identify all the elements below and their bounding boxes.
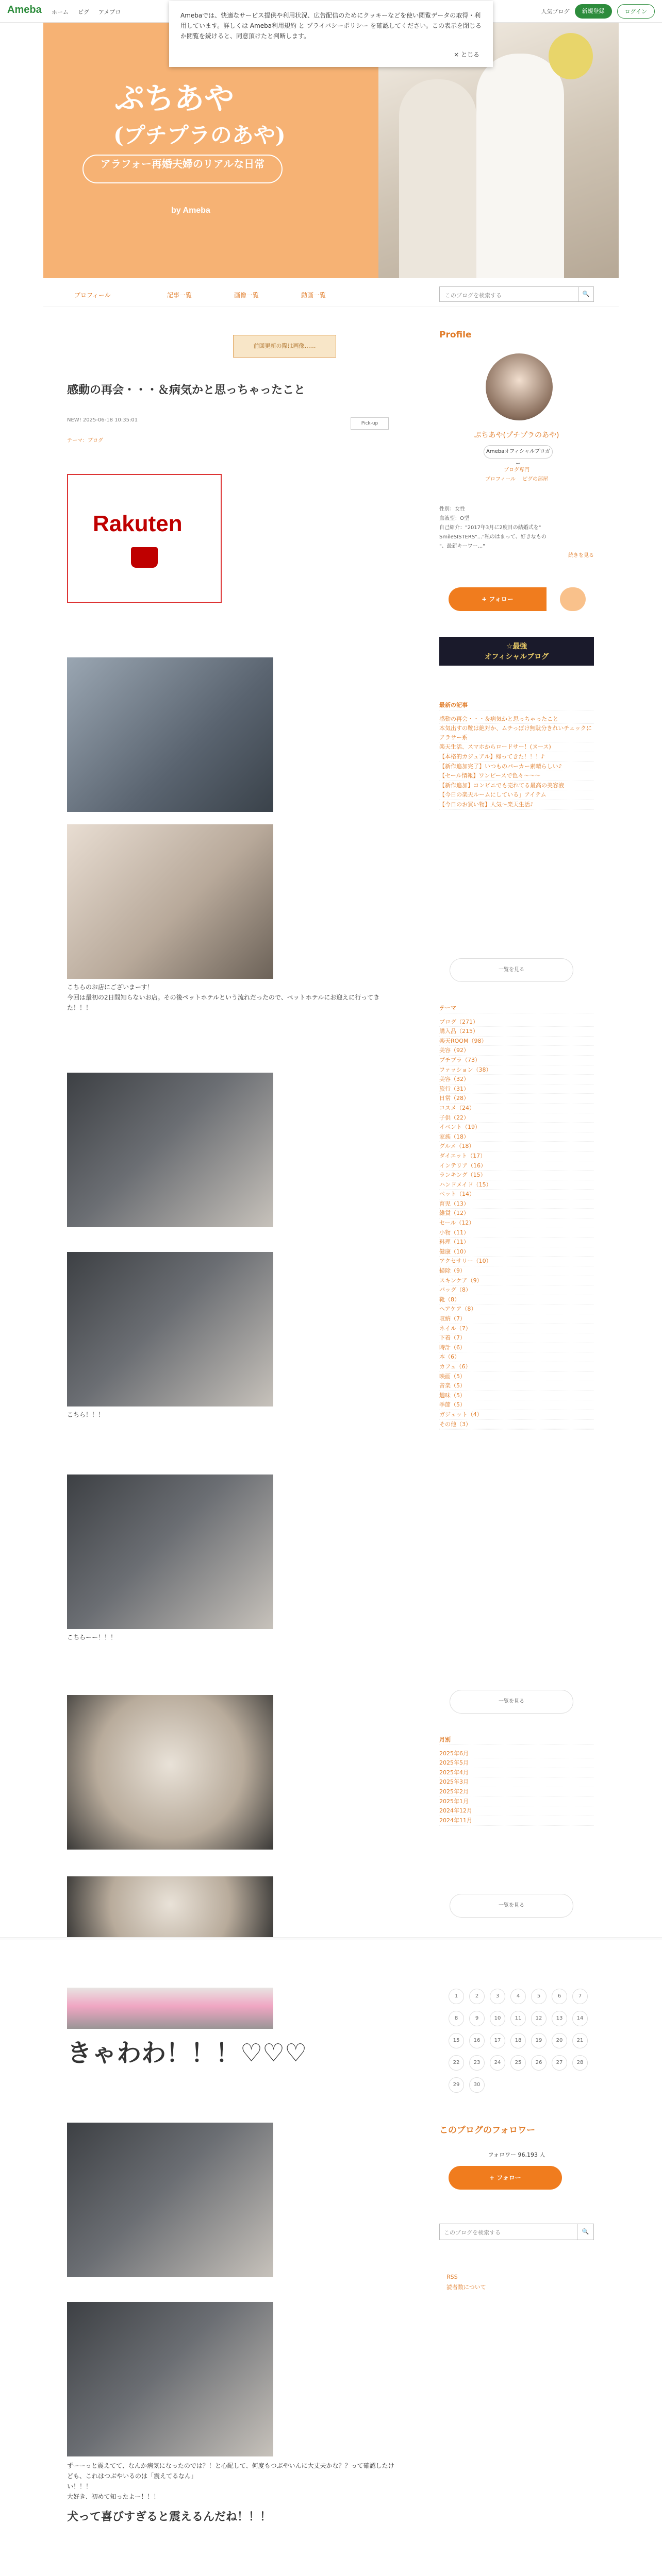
theme-heading: テーマ [439,1004,594,1013]
page-fold [0,1937,662,1940]
latest-item[interactable]: 【セール情報】ワンピースで色々〜〜〜 [439,771,594,781]
calendar-day[interactable]: 24 [490,2055,505,2071]
theme-item[interactable]: 家族（18） [439,1132,594,1142]
popular-blogs-link[interactable]: 人気ブログ [541,8,570,15]
text-kochira: こちら！！！ [67,1411,105,1418]
top-nav-home[interactable]: ホーム [52,9,69,15]
blog-title: ぷちあや [114,81,235,116]
month-item[interactable]: 2024年11月 [439,1816,594,1826]
followers-count: フォロワー 96,193 人 [488,2151,545,2158]
theme-item[interactable]: ペット（14） [439,1190,594,1199]
theme-item[interactable]: 美容（92） [439,1046,594,1056]
theme-item[interactable]: 映画（5） [439,1372,594,1382]
text-kochira-2: こちらーー！！！ [67,1634,117,1641]
latest-all-button[interactable]: 一覧を見る [450,958,573,982]
calendar-day[interactable]: 13 [552,2011,567,2026]
theme-item[interactable]: 日常（28） [439,1094,594,1104]
calendar-day[interactable]: 15 [449,2033,464,2048]
calendar-day[interactable]: 16 [469,2033,485,2048]
blog-search-input[interactable]: このブログを検索する 🔍 [439,286,594,302]
search-icon[interactable]: 🔍 [578,287,593,301]
follow-button-2[interactable]: + フォロー [449,2166,562,2190]
theme-item[interactable]: 本（6） [439,1352,594,1362]
latest-item[interactable]: 【今日のお買い物】人気〜楽天生活♪ [439,800,594,810]
calendar-day[interactable]: 3 [490,1989,505,2004]
avatar[interactable] [486,353,553,420]
top-nav-pigg[interactable]: ピグ [78,9,89,15]
profile-heading: Profile [439,330,472,340]
month-item[interactable]: 2025年2月 [439,1787,594,1797]
prev-post-button[interactable]: 前回更新の際は画像…… [233,335,336,358]
article-date: NEW! 2025-06-18 10:35:01 [67,417,138,423]
latest-item[interactable]: 楽天生活、スマホからロードサー！(ヌース) [439,742,594,752]
latest-item[interactable]: 【新作追加】コンビニでも売れてる最高の美容液 [439,781,594,791]
month-item[interactable]: 2024年12月 [439,1806,594,1816]
calendar-day[interactable]: 7 [572,1989,588,2004]
profile-name[interactable]: ぷちあや(プチプラのあや) [474,431,559,439]
calendar-day[interactable]: 25 [510,2055,526,2071]
official-badge: Amebaオフィシャルブロガー [484,445,553,459]
latest-item[interactable]: 【本格的カジュアル】帰ってきた！！！♪ [439,752,594,762]
calendar-day[interactable]: 14 [572,2011,588,2026]
theme-item[interactable]: ダイエット（17） [439,1151,594,1161]
theme-item[interactable]: ヘアケア（8） [439,1304,594,1314]
calendar-day[interactable]: 9 [469,2011,485,2026]
theme-item[interactable]: その他（3） [439,1420,594,1430]
rakuten-logo: Rakuten [93,511,183,536]
theme-item[interactable]: 時計（6） [439,1343,594,1353]
calendar [449,1989,593,2093]
theme-item[interactable]: イベント（19） [439,1123,594,1132]
profile-info: 性別：女性 血液型：O型 自己紹介："2017年3月に2度目の結婚式を" SmileSISTERS"..."私のはまって、好きなもの "、最新キーワー..." 続きを見る [439,505,594,561]
latest-item[interactable]: 本気出すの靴は絶対か、ムチっぽけ無駄分きれいチェックにアラサー系 [439,724,594,742]
cookie-text: Amebaでは、快適なサービス提供や利用状況、広告配信のためにクッキーなどを使い閲覧データの取得・利用しています。詳しくは Ameba利用規約 と プライバシーポリシー を確認してください。この表示を閉じるか閲覧を続けると、同意頂けたと判断します。 [180,12,482,40]
theme-item[interactable]: 雑貨（12） [439,1209,594,1218]
calendar-day[interactable]: 1 [449,1989,464,2004]
nav-videos[interactable]: 動画一覧 [301,292,326,299]
cart-icon [131,547,158,568]
calendar-day[interactable]: 29 [449,2077,464,2093]
dog-photo-partial [67,1876,273,1938]
theme-item[interactable]: ネイル（7） [439,1324,594,1334]
theme-item[interactable]: ガジェット（4） [439,1410,594,1420]
article-paragraph-2: ずーーっと震えてて、なんか病気になったのでは？！と心配して、何度もつぶやいんに大丈夫かな？？って確認したけども、これはつぶやいるのは「震えてるなん」 い！！！ 大好き、初めて知ったよー！！！ [67,2462,394,2500]
top-nav [52,8,121,16]
month-heading: 月別 [439,1735,594,1745]
calendar-day[interactable]: 22 [449,2055,464,2071]
calendar-day[interactable]: 2 [469,1989,485,2004]
pet-hotel-photo [67,824,273,979]
dog-photo-1 [67,1073,273,1227]
dog-photo-5 [67,2302,273,2456]
blog-search-input-2[interactable]: このブログを検索する 🔍 [439,2224,594,2240]
rss-link[interactable]: RSS [446,2274,458,2280]
shop-photo [67,657,273,812]
dogs-tremble-text: 犬って喜びすぎると震えるんだね！！！ [67,2511,272,2523]
ameba-logo[interactable]: Ameba [7,4,42,15]
theme-item[interactable]: 楽天ROOM（98） [439,1037,594,1046]
calendar-day[interactable]: 6 [552,1989,567,2004]
theme-item[interactable]: 収納（7） [439,1314,594,1324]
theme-item[interactable]: コスメ（24） [439,1104,594,1113]
article-paragraph-1: こちらのお店にございまーす！ 今回は最初の2日間知らないお店。その後ペットホテルという流れだったので、ペットホテルにお迎えに行ってきた！！！ [67,984,380,1011]
themes-list [439,1004,594,1430]
calendar-day[interactable]: 10 [490,2011,505,2026]
blog-tagline: アラフォー再婚夫婦のリアルな日常 [82,155,283,183]
theme-item[interactable]: グルメ（18） [439,1142,594,1151]
login-button[interactable]: ログイン [617,4,655,19]
calendar-day[interactable]: 12 [531,2011,547,2026]
month-item[interactable]: 2025年6月 [439,1749,594,1759]
calendar-day[interactable]: 11 [510,2011,526,2026]
theme-item[interactable]: 音楽（5） [439,1381,594,1391]
blog-nav [43,282,619,307]
bride-figure [476,54,564,278]
theme-item[interactable]: バッグ（8） [439,1285,594,1295]
cookie-close-button[interactable]: × とじる [454,51,479,58]
theme-item[interactable]: アクセサリー（10） [439,1257,594,1266]
nav-profile[interactable]: プロフィール [74,292,111,299]
article-title: 感動の再会・・・＆病気かと思っちゃったこと [67,384,306,397]
theme-item[interactable]: ファッション（38） [439,1065,594,1075]
profile-link-profile[interactable]: プロフィール [485,477,516,482]
nav-articles[interactable]: 記事一覧 [167,292,192,299]
month-all-button[interactable]: 一覧を見る [450,1894,573,1918]
dog-photo-3 [67,1475,273,1629]
latest-item[interactable]: 【今日の楽天ルームにしている」アイテム [439,790,594,800]
theme-item[interactable]: カフェ（6） [439,1362,594,1372]
calendar-day[interactable]: 17 [490,2033,505,2048]
latest-heading: 最新の記事 [439,701,594,710]
latest-item[interactable]: 【新作追加完了】いつものパーカー素晴らしい♪ [439,762,594,772]
dog-closeup-photo [67,1695,273,1850]
top-nav-ameblo[interactable]: アメブロ [98,9,121,15]
by-ameba: by Ameba [171,206,210,215]
official-blog-banner[interactable]: ☆最強 オフィシャルブログ [439,637,594,666]
share-button[interactable]: Pick-up [351,417,389,430]
bouquet [549,33,593,79]
register-button[interactable]: 新規登録 [575,4,612,19]
theme-item[interactable]: 料理（11） [439,1238,594,1247]
theme-item[interactable]: ハンドメイド（15） [439,1180,594,1190]
calendar-day[interactable]: 18 [510,2033,526,2048]
theme-item[interactable]: スキンケア（9） [439,1276,594,1286]
dog-photo-crop [67,1988,273,2029]
nav-images[interactable]: 画像一覧 [234,292,259,299]
theme-item[interactable]: インテリア（16） [439,1161,594,1171]
follow-button[interactable]: + フォロー [449,587,547,611]
article-theme[interactable]: テーマ：ブログ [67,438,103,444]
calendar-day[interactable]: 21 [572,2033,588,2048]
month-item[interactable]: 2025年4月 [439,1768,594,1778]
dog-photo-4 [67,2123,273,2277]
theme-item[interactable]: 購入品（215） [439,1027,594,1037]
followers-heading: このブログのフォロワー [439,2125,536,2136]
profile-link-pigg[interactable]: ピグの部屋 [522,477,549,482]
calendar-day[interactable]: 8 [449,2011,464,2026]
search-icon[interactable]: 🔍 [577,2224,593,2240]
theme-item[interactable]: 子供（22） [439,1113,594,1123]
theme-item[interactable]: 小物（11） [439,1228,594,1238]
top-right [541,4,655,19]
theme-item[interactable]: ブログ（271） [439,1018,594,1027]
dog-photo-2 [67,1252,273,1406]
kyawawa-text: きゃわわ！！！♡♡♡ [67,2039,307,2067]
calendar-day[interactable]: 28 [572,2055,588,2071]
follow-menu-button[interactable] [560,587,586,611]
month-item[interactable]: 2025年3月 [439,1777,594,1787]
calendar-day[interactable]: 27 [552,2055,567,2071]
theme-item[interactable]: 靴（8） [439,1295,594,1305]
rss-links [446,2272,486,2293]
month-item[interactable]: 2025年1月 [439,1797,594,1807]
calendar-day[interactable]: 26 [531,2055,547,2071]
readers-link[interactable]: 読者数について [446,2284,486,2291]
theme-item[interactable]: 掃除（9） [439,1266,594,1276]
theme-item[interactable]: 趣味（5） [439,1391,594,1401]
calendar-day[interactable]: 30 [469,2077,485,2093]
theme-item[interactable]: 美容（32） [439,1075,594,1084]
theme-item[interactable]: 健康（10） [439,1247,594,1257]
rakuten-link-card[interactable] [67,474,222,603]
theme-item[interactable]: 季節（5） [439,1400,594,1410]
cookie-banner [169,1,493,67]
profile-more-link[interactable]: 続きを見る [568,553,594,558]
calendar-day[interactable]: 20 [552,2033,567,2048]
calendar-day[interactable]: 19 [531,2033,547,2048]
theme-all-button[interactable]: 一覧を見る [450,1690,573,1714]
month-item[interactable]: 2025年5月 [439,1758,594,1768]
theme-item[interactable]: ランキング（15） [439,1171,594,1180]
theme-item[interactable]: 旅行（31） [439,1084,594,1094]
theme-item[interactable]: 育児（13） [439,1199,594,1209]
latest-articles [439,701,594,810]
monthly-archive [439,1735,594,1826]
theme-item[interactable]: プチプラ（73） [439,1056,594,1065]
calendar-day[interactable]: 5 [531,1989,547,2004]
calendar-day[interactable]: 23 [469,2055,485,2071]
calendar-day[interactable]: 4 [510,1989,526,2004]
groom-figure [399,79,476,278]
profile-links [439,466,594,484]
theme-item[interactable]: セール（12） [439,1218,594,1228]
latest-item[interactable]: 感動の再会・・・＆病気かと思っちゃったこと [439,715,594,724]
profile-link-blog[interactable]: ブログ専門 [504,467,529,473]
blog-subtitle: (プチプラのあや) [113,123,286,148]
theme-item[interactable]: 下着（7） [439,1333,594,1343]
